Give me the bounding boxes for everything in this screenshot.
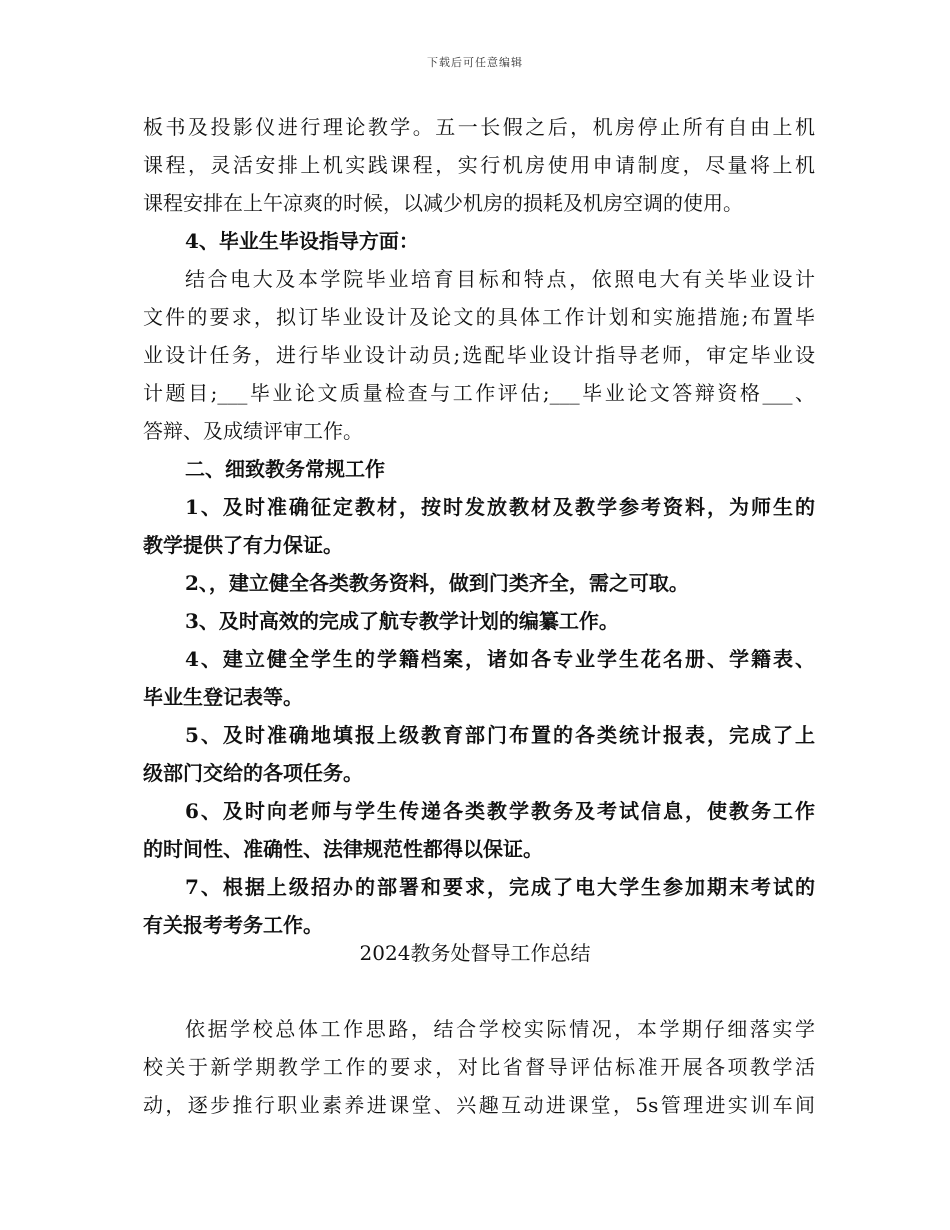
- paragraph-line: 结合电大及本学院毕业培育目标和特点，依照电大有关毕业设计: [185, 267, 815, 291]
- paragraph-line: 校关于新学期教学工作的要求，对比省督导评估标准开展各项教学活: [143, 1055, 815, 1079]
- section-title: 2024教务处督导工作总结: [359, 941, 591, 965]
- paragraph-line: 教学提供了有力保证。: [143, 533, 343, 557]
- paragraph-line: 毕业生登记表等。: [143, 685, 303, 709]
- subheading: 二、细致教务常规工作: [185, 457, 385, 481]
- paragraph-line: 4、建立健全学生的学籍档案，诸如各专业学生花名册、学籍表、: [185, 647, 815, 671]
- paragraph-line: 文件的要求，拟订毕业设计及论文的具体工作计划和实施措施;布置毕: [143, 305, 815, 329]
- paragraph-line: 依据学校总体工作思路，结合学校实际情况，本学期仔细落实学: [185, 1017, 815, 1041]
- page-header: 下载后可任意编辑: [427, 56, 523, 69]
- subheading: 4、毕业生毕设指导方面：: [185, 229, 419, 253]
- paragraph-line: 的时间性、准确性、法律规范性都得以保证。: [143, 837, 543, 861]
- paragraph-line: 板书及投影仪进行理论教学。五一长假之后，机房停止所有自由上机: [143, 115, 815, 139]
- paragraph-line: 6、及时向老师与学生传递各类教学教务及考试信息，使教务工作: [185, 799, 815, 823]
- paragraph-line: 动，逐步推行职业素养进课堂、兴趣互动进课堂，5s管理进实训车间: [143, 1093, 815, 1117]
- paragraph-line: 2、，建立健全各类教务资料，做到门类齐全，需之可取。: [185, 571, 689, 595]
- paragraph-line: 级部门交给的各项任务。: [143, 761, 363, 785]
- paragraph-line: 业设计任务，进行毕业设计动员;选配毕业设计指导老师，审定毕业设: [143, 343, 815, 367]
- paragraph-line: 课程安排在上午凉爽的时候，以减少机房的损耗及机房空调的使用。: [143, 191, 743, 215]
- paragraph-line: 3、及时高效的完成了航专教学计划的编纂工作。: [185, 609, 619, 633]
- paragraph-line: 课程，灵活安排上机实践课程，实行机房使用申请制度，尽量将上机: [143, 153, 815, 177]
- paragraph-line: 7、根据上级招办的部署和要求，完成了电大学生参加期末考试的: [185, 875, 815, 899]
- paragraph-line: 1、及时准确征定教材，按时发放教材及教学参考资料，为师生的: [185, 495, 815, 519]
- paragraph-line: 答辩、及成绩评审工作。: [143, 419, 363, 443]
- paragraph-line: 5、及时准确地填报上级教育部门布置的各类统计报表，完成了上: [185, 723, 815, 747]
- paragraph-line: 有关报考考务工作。: [143, 913, 323, 937]
- paragraph-line: 计题目;___毕业论文质量检查与工作评估;___毕业论文答辩资格___、: [143, 381, 815, 405]
